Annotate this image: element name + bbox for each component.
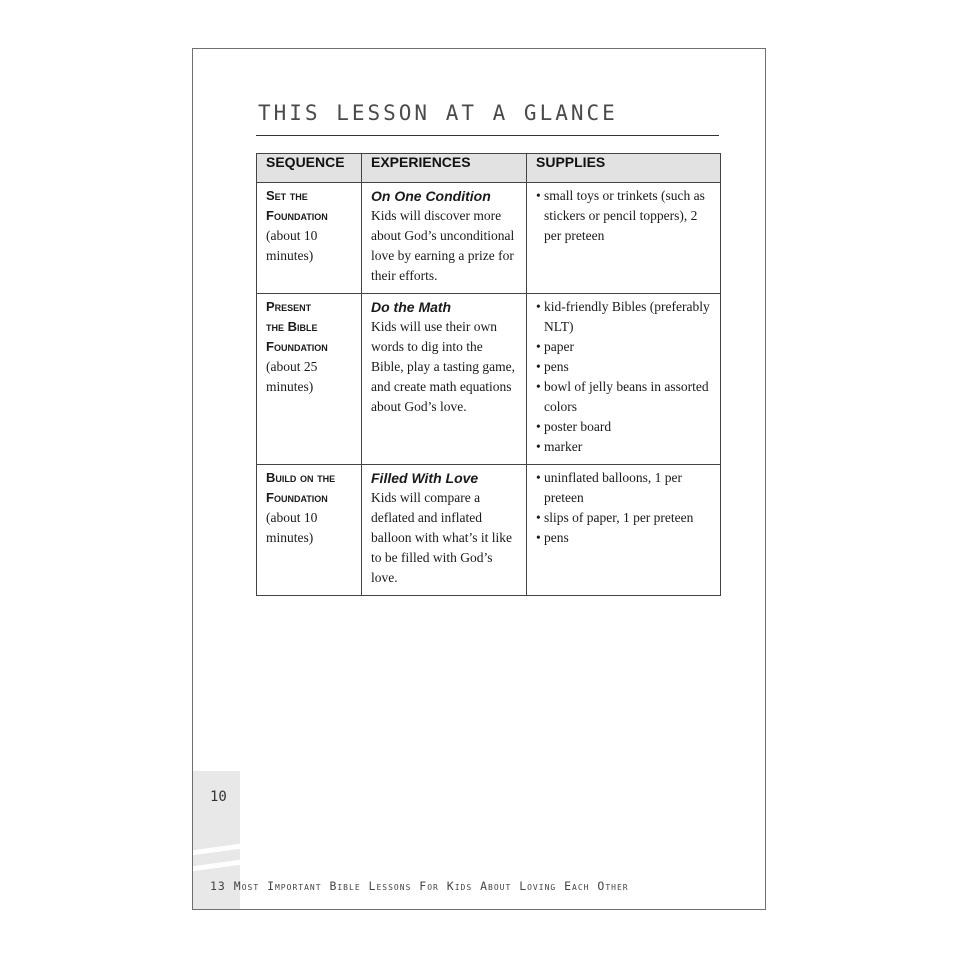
sequence-name-line: Foundation <box>266 339 328 354</box>
supply-item: • bowl of jelly beans in assorted colors <box>536 377 711 417</box>
sequence-cell <box>257 183 362 294</box>
sequence-name <box>266 297 352 357</box>
title-rule <box>256 135 719 136</box>
page-title: THIS LESSON AT A GLANCE <box>258 101 618 125</box>
supplies-cell <box>527 465 721 596</box>
supply-item: • marker <box>536 437 711 457</box>
sequence-cell <box>257 294 362 465</box>
lesson-glance-table <box>256 153 721 596</box>
sequence-name-line: Foundation <box>266 208 328 223</box>
experience-description: Kids will use their own words to dig into the Bible, play a tasting game, and create math equations about God’s love. <box>371 319 515 414</box>
header-experiences: EXPERIENCES <box>362 154 527 183</box>
table-row <box>257 294 721 465</box>
sequence-name-line: Present <box>266 299 312 314</box>
supply-item: • pens <box>536 528 711 548</box>
supplies-list <box>536 297 711 457</box>
supplies-cell <box>527 183 721 294</box>
supply-item: • small toys or trinkets (such as stickers or pencil toppers), 2 per preteen <box>536 186 711 246</box>
experience-cell <box>362 465 527 596</box>
experience-title: On One Condition <box>371 188 491 204</box>
book-footer-title: 13 Most Important Bible Lessons For Kids About Loving Each Other <box>210 879 629 893</box>
supplies-list <box>536 468 711 548</box>
book-page <box>192 48 766 910</box>
supply-item: • uninflated balloons, 1 per preteen <box>536 468 711 508</box>
page-number: 10 <box>210 789 227 805</box>
sequence-name <box>266 186 352 226</box>
supplies-list <box>536 186 711 246</box>
sequence-name <box>266 468 352 508</box>
experience-cell <box>362 294 527 465</box>
sequence-time: (about 10 minutes) <box>266 228 318 263</box>
supply-item: • poster board <box>536 417 711 437</box>
supply-item: • slips of paper, 1 per preteen <box>536 508 711 528</box>
table-header-row <box>257 154 721 183</box>
supply-item: • paper <box>536 337 711 357</box>
sequence-name-line: Set the <box>266 188 308 203</box>
sequence-cell <box>257 465 362 596</box>
experience-title: Do the Math <box>371 299 452 315</box>
supplies-cell <box>527 294 721 465</box>
table-row <box>257 183 721 294</box>
sequence-name-line: the Bible <box>266 319 318 334</box>
experience-description: Kids will compare a deflated and inflated balloon with what’s it like to be filled with God’s love. <box>371 490 512 585</box>
sequence-time: (about 10 minutes) <box>266 510 318 545</box>
margin-tab-stripe <box>193 860 240 872</box>
sequence-time: (about 25 minutes) <box>266 359 318 394</box>
experience-description: Kids will discover more about God’s unconditional love by earning a prize for their efforts. <box>371 208 515 283</box>
supply-item: • kid-friendly Bibles (preferably NLT) <box>536 297 711 337</box>
header-supplies: SUPPLIES <box>527 154 721 183</box>
header-sequence: SEQUENCE <box>257 154 362 183</box>
table-row <box>257 465 721 596</box>
sequence-name-line: Foundation <box>266 490 328 505</box>
sequence-name-line: Build on the <box>266 470 336 485</box>
margin-tab-stripe <box>193 844 240 856</box>
experience-cell <box>362 183 527 294</box>
supply-item: • pens <box>536 357 711 377</box>
experience-title: Filled With Love <box>371 470 479 486</box>
